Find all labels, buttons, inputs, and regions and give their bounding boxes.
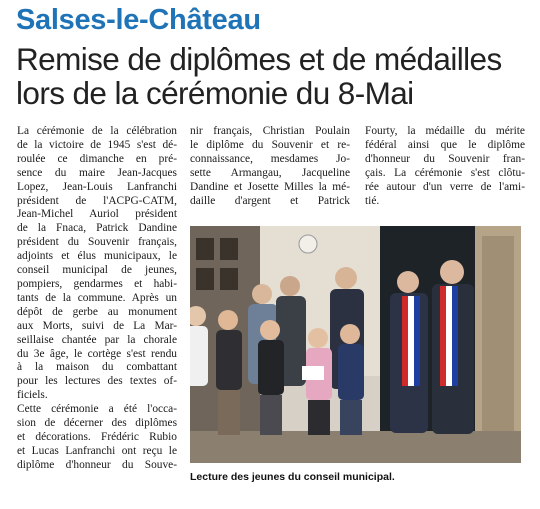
headline-line: Remise de diplômes et de médailles <box>16 41 502 77</box>
body-line: président du Souvenir français, <box>17 236 177 249</box>
article-column-1 <box>17 125 177 473</box>
body-line: pour les lectures des textes of- <box>17 375 177 388</box>
body-line: sette Armangau, Jacqueline <box>190 166 350 179</box>
body-line: Lopez, Jean-Louis Lanfranchi <box>17 180 177 193</box>
body-line: Dandine et Josette Milles la mé- <box>190 180 350 193</box>
ceremony-photo <box>190 226 521 463</box>
article-column-3 <box>365 125 525 208</box>
headline <box>16 42 531 110</box>
body-line: d'honneur du Souvenir fran- <box>365 152 525 165</box>
body-line: Cette cérémonie a été l'occa- <box>17 403 177 416</box>
article-column-2 <box>190 125 350 208</box>
body-line: tié. <box>365 194 380 207</box>
body-line: tants de la commune. Après un <box>17 291 177 304</box>
body-line: nir français, Christian Poulain <box>190 125 350 137</box>
body-line: connaissance, mesdames Jo- <box>190 152 350 165</box>
body-line: et décorations. Frédéric Rubio <box>17 430 177 443</box>
body-line: à la maison du combattant <box>17 361 177 374</box>
body-line: du 3e âge, le cortège s'est rendu <box>17 347 177 360</box>
body-line: Jean-Michel Auriol président <box>17 208 177 221</box>
body-line: aux Morts, suivi de La Mar- <box>17 319 177 332</box>
body-line: sion de décerner des diplômes <box>17 417 177 430</box>
body-line: seillaise chantée par la chorale <box>17 333 177 346</box>
body-line: roulée ce dimanche en pré- <box>17 152 177 165</box>
body-line: La cérémonie de la célébration <box>17 125 177 137</box>
body-line: dépôt de gerbe au monument <box>17 305 177 318</box>
headline-line: lors de la cérémonie du 8-Mai <box>16 75 414 111</box>
body-line: président de l'ACPG-CATM, <box>17 194 177 207</box>
body-line: de la Fnaca, Patrick Dandine <box>17 222 177 235</box>
ceremony-photo-illustration <box>190 226 521 463</box>
body-line: conseil municipal de jeunes, <box>17 264 177 277</box>
section-kicker: Salses-le-Château <box>16 4 261 36</box>
body-line: le diplôme du Souvenir et re- <box>190 138 350 151</box>
body-line: de la victoire de 1945 s'est dé- <box>17 138 177 151</box>
body-line: ficiels. <box>17 389 48 402</box>
body-line: et Lucas Lanfranchi ont reçu le <box>17 444 177 457</box>
body-line: çais. La cérémonie s'est clôtu- <box>365 166 525 179</box>
body-line: diplôme d'honneur du Souve- <box>17 458 177 471</box>
body-line: sence du maire Jean-Jacques <box>17 166 177 179</box>
body-line: fédéral ainsi que le diplôme <box>365 138 525 151</box>
body-line: daille d'argent et Patrick <box>190 194 350 207</box>
body-line: rée autour d'un verre de l'ami- <box>365 180 525 193</box>
body-line: pompiers, gendarmes et habi- <box>17 277 177 290</box>
body-line: Fourty, la médaille du mérite <box>365 125 525 137</box>
body-line: adjoints et élus municipaux, le <box>17 250 177 263</box>
photo-caption: Lecture des jeunes du conseil municipal. <box>190 471 395 483</box>
